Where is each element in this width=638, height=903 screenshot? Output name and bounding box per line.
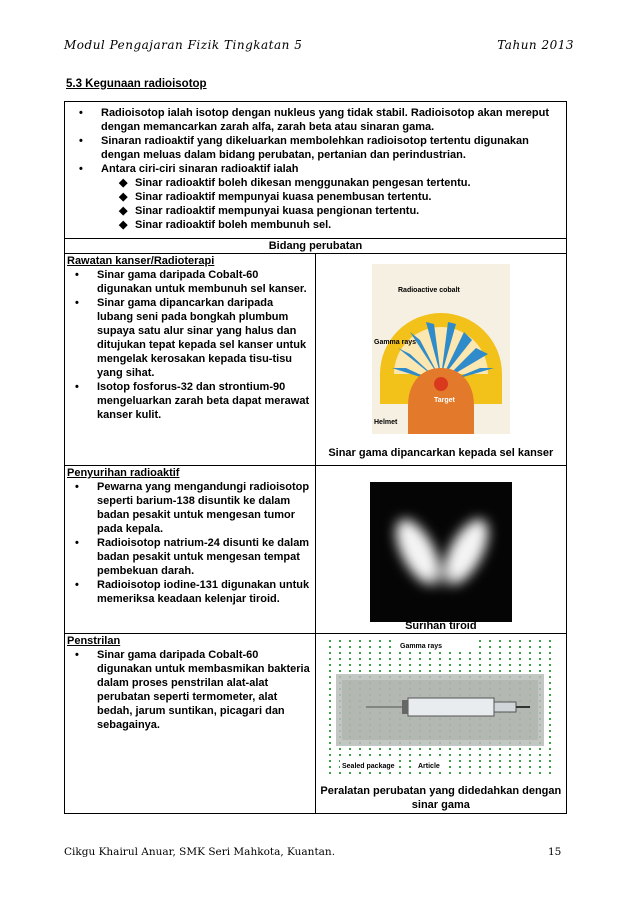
- row-bullet: • Sinar gama daripada Cobalt-60 digunakan untuk membasmikan bakteria dalam proses penstrilan alat-alat perubatan seperti termometer, alat bedah, jarum suntikan, picagari dan sebagainya.: [65, 648, 315, 732]
- row-bullets: [65, 480, 315, 606]
- row-bullet: • Radioisotop iodine-131 digunakan untuk memeriksa keadaan kelenjar tiroid.: [65, 578, 315, 606]
- figure-label: Target: [433, 397, 455, 404]
- row-heading: Penyurihan radioaktif: [67, 467, 180, 479]
- row-heading: Penstrilan: [67, 635, 121, 647]
- figure-label: Gamma rays: [399, 643, 442, 650]
- tracing-figure-cell: [315, 466, 566, 634]
- row-bullets: [65, 648, 315, 732]
- radiotherapy-text-cell: [65, 254, 316, 466]
- diamond-icon: ◆: [119, 219, 128, 231]
- sterilisation-diagram: [326, 640, 554, 778]
- field-heading: Bidang perubatan: [65, 239, 567, 254]
- row-bullet: • Sinar gama dipancarkan daripada lubang seni pada bongkah plumbum supaya satu alur sinar yang halus dan ditujukan tepat kepada sel kanser untuk mengelak kerosakan kepada tisu-tisu yang sihat.: [65, 296, 315, 380]
- row-bullet: • Radioisotop natrium-24 disunti ke dalam badan pesakit untuk mengesan tempat pembekuan darah.: [65, 536, 315, 578]
- figure-caption: Sinar gama dipancarkan kepada sel kanser: [328, 447, 554, 459]
- sterilisation-figure-cell: [315, 634, 566, 814]
- property-bullets: [65, 176, 566, 232]
- tracing-text-cell: [65, 466, 316, 634]
- row-bullet: • Pewarna yang mengandungi radioisotop seperti barium-138 disuntik ke dalam badan pesakit untuk mengesan tumor pada kepala.: [65, 480, 315, 536]
- diamond-icon: ◆: [119, 191, 128, 203]
- row-heading: Rawatan kanser/Radioterapi: [67, 255, 215, 267]
- figure-caption: Surihan tiroid: [405, 620, 477, 632]
- property-item: ◆ Sinar radioaktif boleh dikesan menggunakan pengesan tertentu.: [119, 177, 471, 189]
- intro-bullet: • Sinaran radioaktif yang dikeluarkan membolehkan radioisotop tertentu digunakan dengan meluas dalam bidang perubatan, pertanian dan perindustrian.: [65, 134, 566, 162]
- section-title: 5.3 Kegunaan radioisotop: [66, 78, 207, 90]
- property-item: ◆ Sinar radioaktif boleh membunuh sel.: [119, 219, 332, 231]
- diamond-icon: ◆: [119, 205, 128, 217]
- intro-bullets: [65, 106, 566, 176]
- intro-bullet: • Radioisotop ialah isotop dengan nukleus yang tidak stabil. Radioisotop akan mereput dengan memancarkan zarah alfa, zarah beta atau sinaran gama.: [65, 106, 566, 134]
- content-table: [64, 101, 567, 814]
- footer-author: Cikgu Khairul Anuar, SMK Seri Mahkota, Kuantan.: [64, 846, 336, 858]
- row-bullet: • Isotop fosforus-32 dan strontium-90 mengeluarkan zarah beta dapat merawat kanser kulit.: [65, 380, 315, 422]
- radiotherapy-diagram: [372, 264, 510, 434]
- row-bullet: • Sinar gama daripada Cobalt-60 digunakan untuk membunuh sel kanser.: [65, 268, 315, 296]
- figure-label: Sealed package: [341, 763, 395, 770]
- header-title: Modul Pengajaran Fizik Tingkatan 5: [64, 38, 303, 52]
- figure-caption: Peralatan perubatan yang didedahkan dengan sinar gama: [320, 785, 562, 811]
- property-item: ◆ Sinar radioaktif mempunyai kuasa pengionan tertentu.: [119, 205, 420, 217]
- page-number: 15: [548, 846, 562, 858]
- property-item: ◆ Sinar radioaktif mempunyai kuasa penembusan tertentu.: [119, 191, 432, 203]
- row-bullets: [65, 268, 315, 422]
- radiotherapy-figure-cell: [315, 254, 566, 466]
- figure-label: Article: [417, 763, 440, 770]
- sterilisation-text-cell: [65, 634, 316, 814]
- intro-bullet: • Antara ciri-ciri sinaran radioaktif ialah: [65, 162, 566, 176]
- intro-cell: [65, 102, 567, 239]
- figure-label: Radioactive cobalt: [397, 287, 460, 294]
- header-year: Tahun 2013: [497, 38, 574, 52]
- thyroid-scan-image: [370, 482, 512, 622]
- page-header: [64, 38, 574, 58]
- figure-label: Helmet: [373, 419, 397, 426]
- figure-label: Gamma rays: [373, 339, 416, 346]
- diamond-icon: ◆: [119, 177, 128, 189]
